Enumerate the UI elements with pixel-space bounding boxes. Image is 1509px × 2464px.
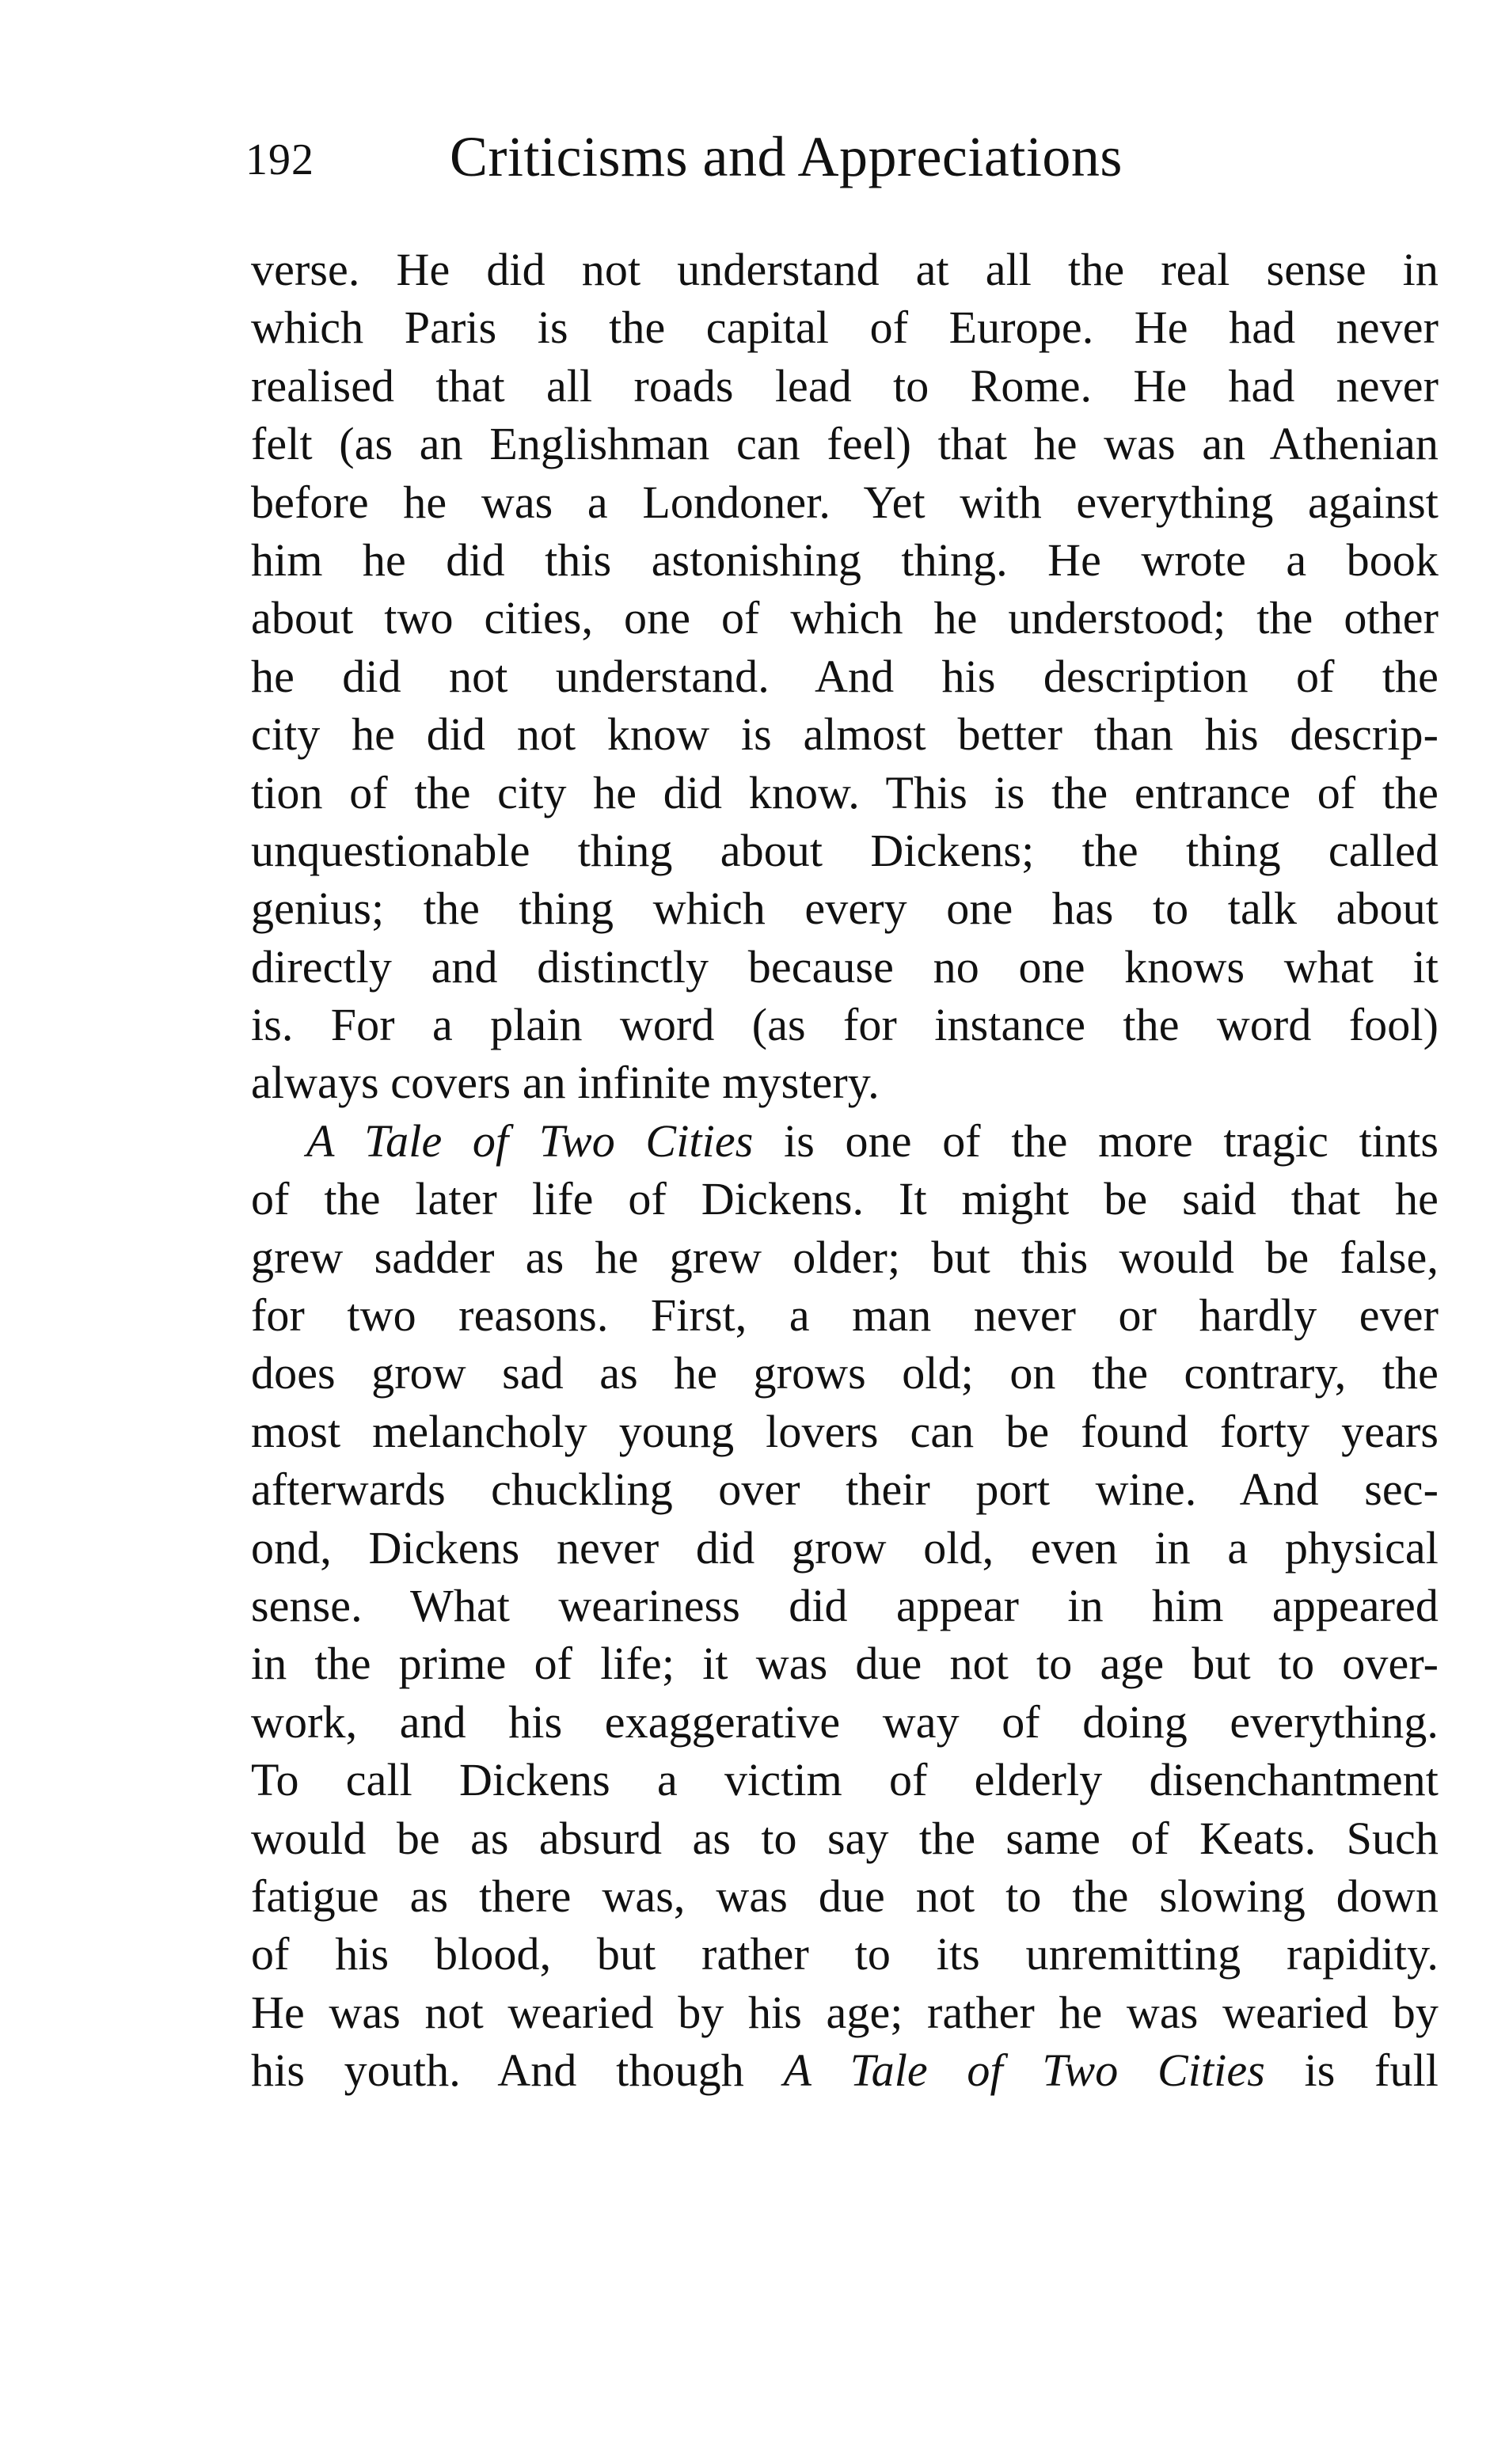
body-line-text: is one of the more tragic tints [753, 1114, 1439, 1167]
body-line: unquestionable thing about Dickens; the thing called [251, 824, 1439, 876]
paragraph-start-line [251, 1112, 1439, 1170]
body-line: genius; the thing which every one has to talk about [251, 883, 1439, 935]
body-line: city he did not know is almost better than his descrip- [251, 708, 1439, 761]
body-line: sense. What weariness did appear in him appeared [251, 1579, 1439, 1631]
italic-title: A Tale of Two Cities [306, 1114, 754, 1167]
body-line: most melancholy young lovers can be found forty years [251, 1405, 1439, 1457]
body-line: fatigue as there was, was due not to the slowing down [251, 1870, 1439, 1922]
body-line: felt (as an Englishman can feel) that he was an Athenian [251, 418, 1439, 470]
body-line-text-after: is full [1264, 2044, 1439, 2097]
body-line: him he did this astonishing thing. He wrote a book [251, 533, 1439, 586]
last-body-line [251, 2041, 1439, 2099]
body-line: he did not understand. And his description of the [251, 650, 1439, 702]
body-line: always covers an infinite mystery. [251, 1057, 880, 1109]
body-line-text: his youth. And though [251, 2044, 784, 2097]
body-line: does grow sad as he grows old; on the contrary, the [251, 1347, 1439, 1399]
body-line: verse. He did not understand at all the real sense in [251, 244, 1439, 295]
body-line: about two cities, one of which he understood; the other [251, 592, 1439, 644]
body-line: in the prime of life; it was due not to age but to over- [251, 1638, 1439, 1690]
page-number: 192 [245, 135, 314, 184]
running-head [245, 125, 1433, 196]
body-line: is. For a plain word (as for instance the word fool) [251, 999, 1439, 1051]
body-line: afterwards chuckling over their port wine. And sec- [251, 1464, 1439, 1516]
running-title: Criticisms and Appreciations [450, 125, 1123, 188]
body-line: which Paris is the capital of Europe. He had never [251, 302, 1439, 354]
body-line: He was not wearied by his age; rather he was wearied by [251, 1986, 1439, 2038]
body-line: tion of the city he did know. This is the entrance of the [251, 766, 1439, 818]
body-line: work, and his exaggerative way of doing everything. [251, 1695, 1439, 1748]
body-line: would be as absurd as to say the same of Keats. Such [251, 1812, 1439, 1864]
body-line: for two reasons. First, a man never or hardly ever [251, 1289, 1439, 1342]
body-line: of the later life of Dickens. It might be said that he [251, 1173, 1439, 1225]
body-line: of his blood, but rather to its unremitting rapidity. [251, 1928, 1439, 1980]
body-line: realised that all roads lead to Rome. He had never [251, 359, 1439, 412]
body-line: before he was a Londoner. Yet with everything against [251, 476, 1439, 528]
body-text [251, 241, 1439, 2100]
body-line: To call Dickens a victim of elderly disenchantment [251, 1754, 1439, 1806]
body-line: grew sadder as he grew older; but this would be false, [251, 1231, 1439, 1283]
italic-title: A Tale of Two Cities [783, 2044, 1265, 2097]
body-line: ond, Dickens never did grow old, even in a physical [251, 1521, 1439, 1574]
body-line: directly and distinctly because no one knows what it [251, 940, 1439, 993]
